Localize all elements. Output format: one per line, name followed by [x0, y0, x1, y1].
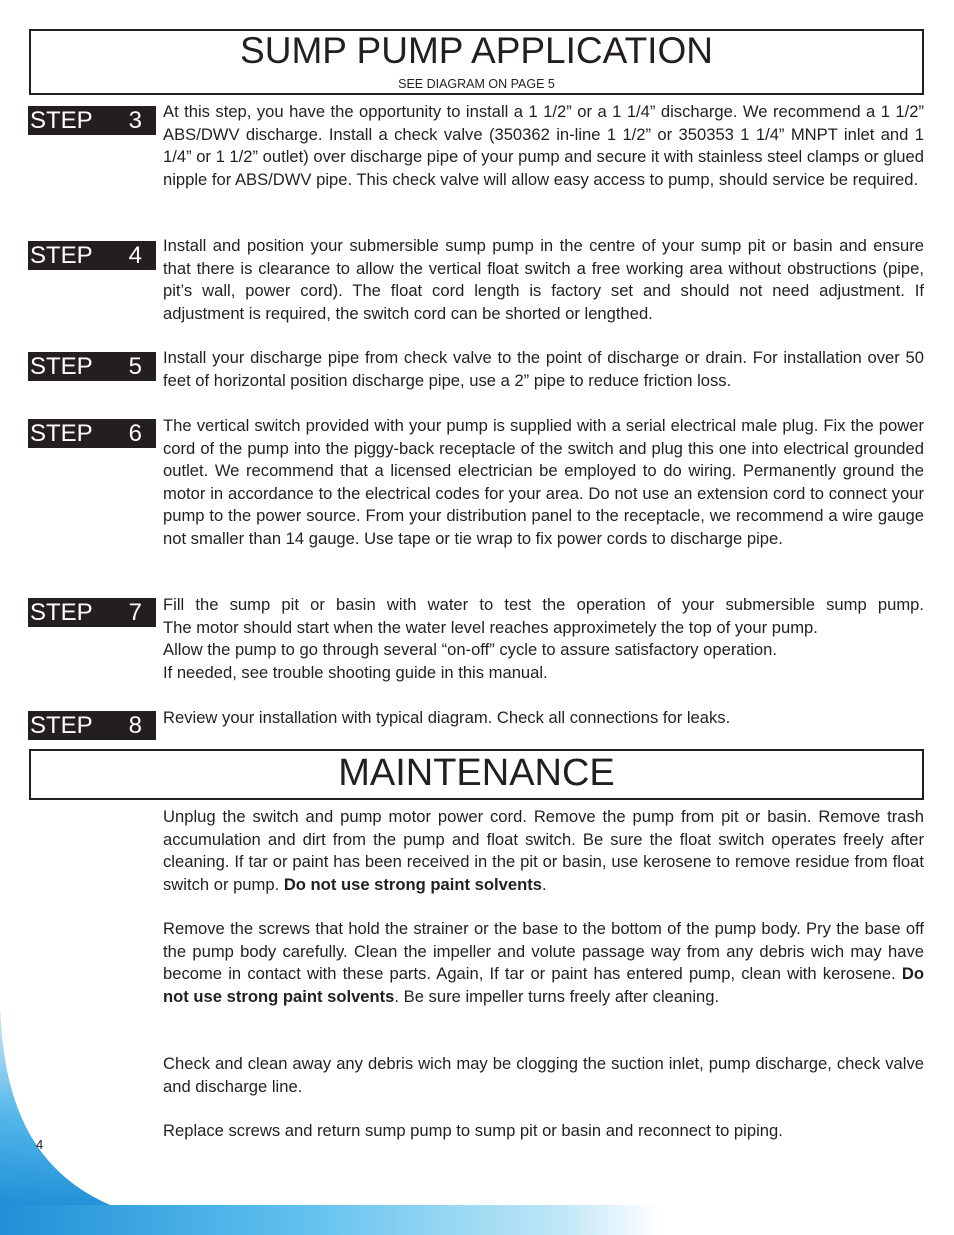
page-number: 4 — [36, 1137, 44, 1152]
step-word: STEP — [30, 107, 93, 134]
maintenance-p1-text: Unplug the switch and pump motor power cord. Remove the pump from pit or basin. Remove trash accumulation and dirt from the pump and float switch. Be sure the float switch operates freely after cleaning. If tar or paint has been received in the pit or basin, use kerosene to remove residue from float switch or pump. — [163, 807, 924, 894]
step-3-label — [28, 106, 156, 135]
step-number: 3 — [128, 107, 142, 134]
step-8-text: Review your installation with typical diagram. Check all connections for leaks. — [163, 708, 731, 727]
step-4-text: Install and position your submersible sump pump in the centre of your sump pit or basin and ensure that there is clearance to allow the vertical float switch a free working area without obstructions (pipe, pit’s wall, power cord). The float cord length is factory set and should not need adjustment. If adjustment is required, the switch cord can be shorted or lengthed. — [163, 236, 924, 323]
diagram-reference: SEE DIAGRAM ON PAGE 5 — [398, 77, 555, 91]
step-number: 5 — [128, 353, 142, 380]
step-7-text — [163, 594, 924, 684]
step-number: 6 — [128, 420, 142, 447]
step-7-line: Fill the sump pit or basin with water to test the operation of your submersible sump pump. — [163, 595, 924, 614]
sump-pump-application-header — [29, 29, 924, 95]
maintenance-paragraph-4: Replace screws and return sump pump to sump pit or basin and reconnect to piping. — [163, 1121, 783, 1140]
maintenance-title: MAINTENANCE — [338, 752, 615, 794]
maintenance-p2-end: . Be sure impeller turns freely after cleaning. — [394, 986, 720, 1006]
step-7-line: Allow the pump to go through several “on-off” cycle to assure satisfactory operation. — [163, 640, 777, 660]
step-6-text: The vertical switch provided with your pump is supplied with a serial electrical male plug. Fix the power cord of the pump into the piggy-back receptacle of the switch and plug this one into electrical grounded outlet. We recommend that a licensed electrician be employed to do wiring. Permanently ground the motor in accordance to the electrical codes for your area. Do not use an extension cord to connect your pump to the power source. From your distribution panel to the receptacle, we recommend a wire gauge not smaller than 14 gauge. Use tape or tie wrap to fix power cords to discharge pipe. — [163, 416, 924, 548]
step-3-text: At this step, you have the opportunity to install a 1 1/2” or a 1 1/4” discharge. We recommend a 1 1/2” ABS/DWV discharge. Install a check valve (350362 in-line 1 1/2” or 350353 1 1/4” MNPT inlet and 1 1/4” or 1 1/2” outlet) over discharge pipe of your pump and secure it with stainless steel clamps or glued nipple for ABS/DWV pipe. This check valve will allow easy access to pump, should service be required. — [163, 102, 924, 189]
step-number: 8 — [128, 712, 142, 739]
step-7-label — [28, 598, 156, 627]
page-title: SUMP PUMP APPLICATION — [240, 30, 713, 71]
maintenance-paragraph-2 — [163, 918, 924, 1008]
step-5-text: Install your discharge pipe from check valve to the point of discharge or drain. For installation over 50 feet of horizontal position discharge pipe, use a 2” pipe to reduce friction loss. — [163, 348, 924, 390]
step-5-label — [28, 352, 156, 381]
step-word: STEP — [30, 420, 93, 447]
maintenance-p2-text: Remove the screws that hold the strainer or the base to the bottom of the pump body. Pry the base off the pump body carefully. Clean the impeller and volute passage way from any debris wich may have become in contact with these parts. Again, If tar or paint has entered pump, clean with kerosene. — [163, 919, 924, 984]
step-8-label — [28, 711, 156, 740]
step-7-line: If needed, see trouble shooting guide in this manual. — [163, 662, 548, 682]
step-6-label — [28, 419, 156, 448]
step-7-line: The motor should start when the water level reaches approximetely the top of your pump. — [163, 617, 818, 637]
maintenance-p1-end: . — [541, 874, 547, 894]
step-word: STEP — [30, 242, 93, 269]
step-4-label — [28, 241, 156, 270]
step-number: 7 — [128, 599, 142, 626]
step-number: 4 — [128, 242, 142, 269]
maintenance-header — [29, 749, 924, 800]
warning-bold-text: Do not use strong paint solvents — [163, 964, 924, 1006]
maintenance-paragraph-1 — [163, 806, 924, 896]
step-word: STEP — [30, 599, 93, 626]
step-word: STEP — [30, 712, 93, 739]
maintenance-paragraph-3: Check and clean away any debris wich may be clogging the suction inlet, pump discharge, check valve and discharge line. — [163, 1054, 924, 1096]
step-word: STEP — [30, 353, 93, 380]
warning-bold-text: Do not use strong paint solvents — [283, 874, 542, 894]
